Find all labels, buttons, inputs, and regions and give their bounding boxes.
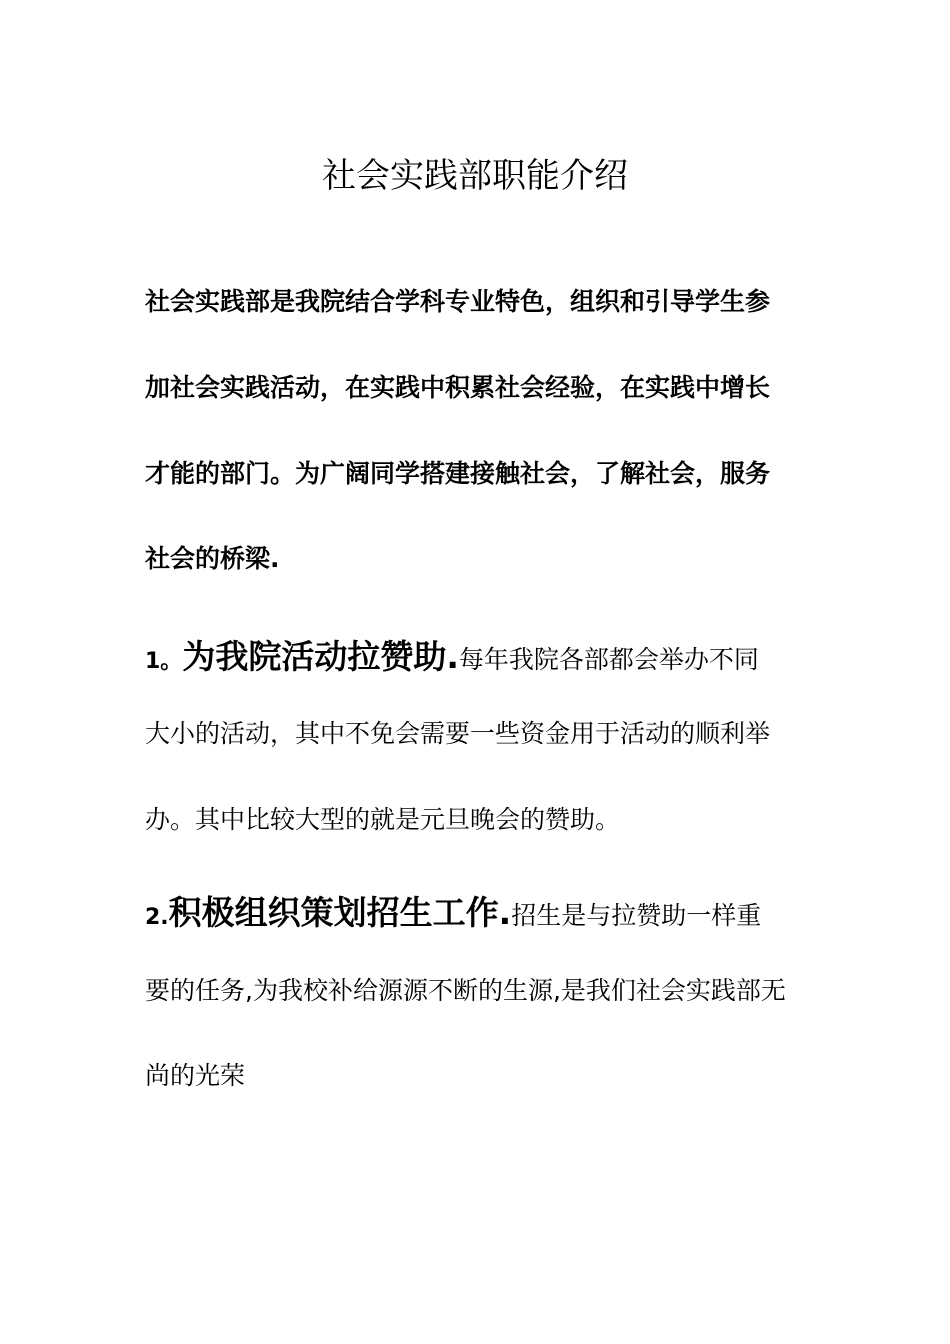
item-2-line: 要的任务,为我校补给源源不断的生源,是我们社会实践部无 <box>145 976 786 1005</box>
item-2-first-line <box>145 890 810 936</box>
intro-line: 社会实践部是我院结合学科专业特色，组织和引导学生参 <box>145 287 771 316</box>
document-title: 社会实践部职能介绍 <box>322 156 628 196</box>
item-2-line: 尚的光荣 <box>145 1061 246 1090</box>
intro-line: 才能的部门。为广阔同学搭建接触社会，了解社会，服务 <box>145 459 771 488</box>
item-2-text: 招生是与拉赞助一样重 <box>511 901 762 930</box>
item-2-heading: 积极组织策划招生工作. <box>168 893 512 932</box>
item-1-line: 办。其中比较大型的就是元旦晚会的赞助。 <box>145 805 621 834</box>
item-2-number: 2. <box>145 905 169 930</box>
item-1-first-line <box>145 634 810 680</box>
item-1-number: 1。 <box>145 649 183 674</box>
intro-line: 社会的桥梁. <box>145 544 280 573</box>
item-1-line: 大小的活动，其中不免会需要一些资金用于活动的顺利举 <box>145 719 771 748</box>
item-1-text: 每年我院各部都会举办不同 <box>458 645 759 674</box>
item-1-heading: 为我院活动拉赞助. <box>182 637 459 676</box>
intro-line: 加社会实践活动，在实践中积累社会经验，在实践中增长 <box>145 373 771 402</box>
